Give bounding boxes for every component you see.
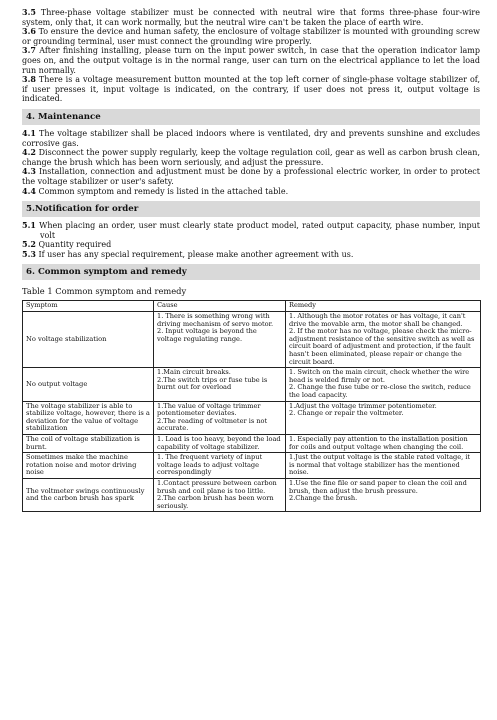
symptom-cell: No voltage stabilization (23, 312, 154, 368)
para-num: 4.4 (22, 185, 36, 196)
para-num: 3.6 (22, 26, 36, 37)
para-4-3 (22, 167, 480, 186)
para-text: Disconnect the power supply regularly, keep the voltage regulation coil, gear as well as carbon brush clean, change the brush which has been worn seriously, and adjust the pressure. (22, 148, 480, 167)
para-5-1 (22, 221, 480, 240)
para-num: 5.2 (22, 239, 36, 250)
para-5-2 (22, 240, 480, 250)
remedy-cell: 1.Use the fine file or sand paper to clean the coil and brush, then adjust the brush pressure. 2.Change the brush. (286, 478, 481, 511)
para-4-1 (22, 129, 480, 148)
table-row (23, 478, 481, 511)
manual-page (22, 8, 480, 512)
para-text: Quantity required (38, 240, 112, 250)
section-heading-maintenance: 4. Maintenance (22, 109, 480, 125)
cause-cell: 1.The value of voltage trimmer potentiometer deviates. 2.The reading of voltmeter is not accurate. (154, 401, 286, 434)
para-num: 4.1 (22, 127, 36, 138)
para-text: To ensure the device and human safety, the enclosure of voltage stabilizer is mounted with grounding screw or grounding terminal, user must connect the grounding wire properly. (22, 27, 480, 46)
para-3-8 (22, 75, 480, 104)
para-text: Installation, connection and adjustment must be done by a professional electric worker, in order to protect the voltage stabilizer or user's safety. (22, 167, 481, 186)
para-text: If user has any special requirement, please make another agreement with us. (38, 249, 354, 259)
para-3-6 (22, 27, 480, 46)
para-num: 3.8 (22, 74, 36, 85)
symptom-cell: Sometimes make the machine rotation noise and motor driving noise (23, 453, 154, 479)
para-num: 4.2 (22, 147, 36, 158)
cause-cell: 1. There is something wrong with driving mechanism of servo motor. 2. Input voltage is beyond the voltage regulating range. (154, 312, 286, 368)
symptom-cell: The coil of voltage stabilization is burnt. (23, 434, 154, 452)
para-num: 3.5 (22, 7, 36, 17)
para-num: 5.3 (22, 248, 36, 259)
para-3-7 (22, 46, 480, 75)
symptom-remedy-table (22, 300, 481, 512)
para-num: 3.7 (22, 45, 36, 56)
para-5-3 (22, 250, 480, 260)
para-text: After finishing installing, please turn on the input power switch, in case that the operation indicator lamp goes on, and the output voltage is in the normal range, user can turn on the electrical appliance to let the load run normally. (22, 46, 480, 75)
para-num: 5.1 (22, 220, 36, 231)
symptom-cell: No output voltage (23, 368, 154, 401)
para-num: 4.3 (22, 166, 36, 177)
para-4-4 (22, 187, 480, 197)
header-remedy: Remedy (286, 301, 481, 312)
para-3-5 (22, 8, 480, 27)
header-symptom: Symptom (23, 301, 154, 312)
table-row (23, 312, 481, 368)
para-text: Common symptom and remedy is listed in the attached table. (38, 186, 289, 196)
table-caption: Table 1 Common symptom and remedy (22, 286, 187, 297)
remedy-cell: 1. Switch on the main circuit, check whether the wire head is welded firmly or not. 2. Change the fuse tube or re-close the switch, reduce the load capacity. (286, 368, 481, 401)
para-text: When placing an order, user must clearly state product model, rated output capacity, phase number, input volt (39, 221, 480, 240)
para-4-2 (22, 148, 480, 167)
table-header-row (23, 301, 481, 312)
cause-cell: 1. The frequent variety of input voltage leads to adjust voltage correspondingly (154, 453, 286, 479)
remedy-cell: 1. Especially pay attention to the installation position for coils and output voltage when changing the coil. (286, 434, 481, 452)
table-row (23, 453, 481, 479)
remedy-cell: 1. Although the motor rotates or has voltage, it can't drive the movable arm, the motor shall be changed. 2. If the motor has no voltage, please check the micro-adjustment resistance of the sensitive switch as well as circuit board of adjustment and protection, if the fault hasn't been eliminated, please repair or change the circuit board. (286, 312, 481, 368)
remedy-cell: 1.Adjust the voltage trimmer potentiometer. 2. Change or repair the voltmeter. (286, 401, 481, 434)
remedy-cell: 1.Just the output voltage is the stable rated voltage, it is normal that voltage stabilizer has the mentioned noise. (286, 453, 481, 479)
para-text: Three-phase voltage stabilizer must be connected with neutral wire that forms three-phase four-wire system, only that, it can work normally, but the neutral wire can't be taken the place of earth wire. (22, 8, 480, 27)
para-text: The voltage stabilizer shall be placed indoors where is ventilated, dry and prevents sunshine and excludes corrosive gas. (22, 128, 480, 148)
header-cause: Cause (154, 301, 286, 312)
table-row (23, 434, 481, 452)
cause-cell: 1. Load is too heavy, beyond the load capability of voltage stabilizer. (154, 434, 286, 452)
para-text: There is a voltage measurement button mounted at the top left corner of single-phase voltage stabilizer of, if user presses it, input voltage is indicated, on the contrary, if user does not press it, output voltage is indicated. (22, 75, 481, 104)
symptom-cell: The voltage stabilizer is able to stabilize voltage, however, there is a deviation for the value of voltage stabilization (23, 401, 154, 434)
cause-cell: 1.Contact pressure between carbon brush and coil plane is too little. 2.The carbon brush has been worn seriously. (154, 478, 286, 511)
section-heading-order: 5.Notification for order (22, 201, 480, 217)
table-row (23, 368, 481, 401)
table-row (23, 401, 481, 434)
section-heading-symptoms: 6. Common symptom and remedy (22, 264, 480, 280)
cause-cell: 1.Main circuit breaks. 2.The switch trips or fuse tube is burnt out for overload (154, 368, 286, 401)
symptom-cell: The voltmeter swings continuously and the carbon brush has spark (23, 478, 154, 511)
